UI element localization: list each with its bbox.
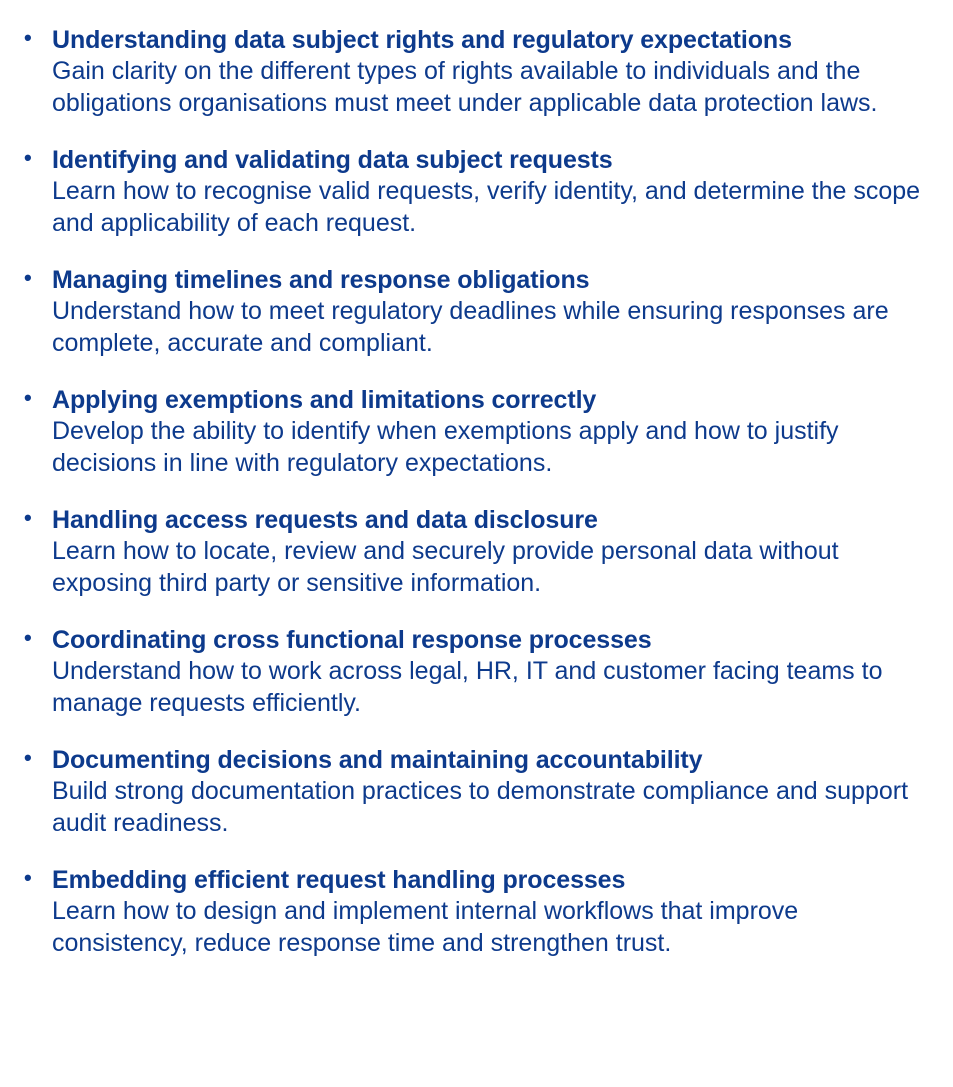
item-description: Learn how to locate, review and securely provide personal data without exposing third party or sensitive information. [52, 537, 839, 597]
bullet-icon: • [24, 265, 32, 290]
item-description: Understand how to work across legal, HR, IT and customer facing teams to manage requests efficiently. [52, 657, 883, 717]
item-title: Coordinating cross functional response processes [52, 626, 652, 654]
item-description: Build strong documentation practices to demonstrate compliance and support audit readiness. [52, 777, 909, 837]
list-item [0, 25, 953, 119]
bullet-icon: • [24, 865, 32, 890]
item-description: Learn how to design and implement internal workflows that improve consistency, reduce response time and strengthen trust. [52, 897, 799, 957]
list-item [0, 745, 953, 839]
bullet-icon: • [24, 625, 32, 650]
bullet-icon: • [24, 385, 32, 410]
item-title: Understanding data subject rights and regulatory expectations [52, 26, 792, 54]
item-description: Develop the ability to identify when exemptions apply and how to justify decisions in line with regulatory expectations. [52, 417, 839, 477]
item-title: Identifying and validating data subject requests [52, 146, 613, 174]
list-item [0, 865, 953, 959]
item-title: Handling access requests and data disclosure [52, 506, 598, 534]
bullet-icon: • [24, 145, 32, 170]
list-item [0, 625, 953, 719]
item-description: Understand how to meet regulatory deadlines while ensuring responses are complete, accurate and compliant. [52, 297, 889, 357]
item-title: Documenting decisions and maintaining accountability [52, 746, 703, 774]
bullet-icon: • [24, 505, 32, 530]
item-title: Managing timelines and response obligations [52, 266, 590, 294]
bullet-icon: • [24, 25, 32, 50]
list-item [0, 505, 953, 599]
bullet-list [0, 25, 953, 985]
item-title: Applying exemptions and limitations correctly [52, 386, 597, 414]
item-description: Gain clarity on the different types of rights available to individuals and the obligations organisations must meet under applicable data protection laws. [52, 57, 878, 117]
list-item [0, 145, 953, 239]
list-item [0, 385, 953, 479]
list-item [0, 265, 953, 359]
bullet-icon: • [24, 745, 32, 770]
item-description: Learn how to recognise valid requests, verify identity, and determine the scope and applicability of each request. [52, 177, 921, 237]
item-title: Embedding efficient request handling processes [52, 866, 626, 894]
